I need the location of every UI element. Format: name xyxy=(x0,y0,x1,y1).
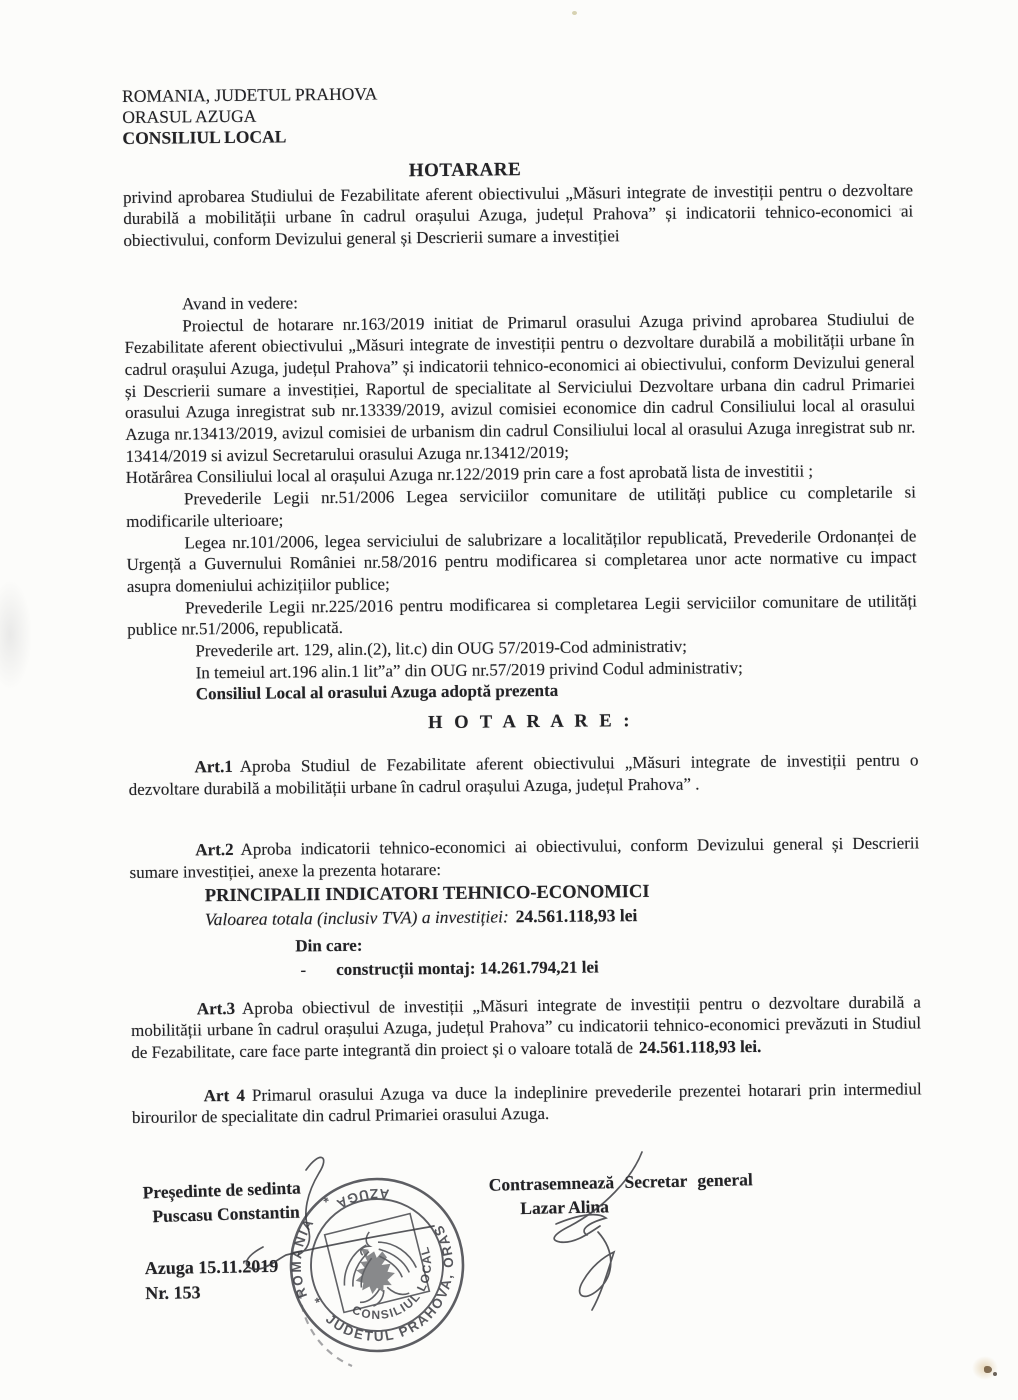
president-title: Președinte de sedinta xyxy=(142,1177,302,1203)
countersign-signature-flourish xyxy=(580,1232,614,1310)
preamble-paragraph-4: Legea nr.101/2006, legea serviciului de salubrizare a localităților republicată, Prevederile Ordonanței de Urgență a Guvernului României nr.58/2016 pentru modificarea si completarea unor acte normative cu impact asupra domeniului achizițiilor publice; xyxy=(126,525,917,596)
article-2 xyxy=(129,833,919,884)
president-name: Puscasu Constantin xyxy=(152,1201,300,1227)
preamble-intro: Avand in vedere: xyxy=(182,293,298,314)
stamp-star-bottom-left: * xyxy=(307,1295,325,1310)
total-value-label: Valoarea totala (inclusiv TVA) a investiției: xyxy=(204,906,509,930)
issuer-country-county: ROMANIA, JUDETUL PRAHOVA xyxy=(122,83,378,106)
preamble-paragraph-6: Prevederile art. 129, alin.(2), lit.c) din OUG 57/2019-Cod administrativ; xyxy=(195,636,687,661)
stamp-text-consiliul-local: CONSILIUL LOCAL xyxy=(350,1244,435,1323)
issuer-header xyxy=(122,78,913,149)
constructii-montaj-amount: construcții montaj: 14.261.794,21 lei xyxy=(336,957,599,979)
countersign-name: Lazar Alina xyxy=(520,1196,610,1219)
preamble-adoption-clause: Consiliul Local al orasului Azuga adoptă prezenta xyxy=(195,681,559,704)
indicators-heading: PRINCIPALII INDICATORI TEHNICO-ECONOMICI xyxy=(204,881,650,906)
preamble-paragraph-1: Proiectul de hotarare nr.163/2019 initiat de Primarul orasului Azuga privind aprobarea Studiului de Fezabilitate aferent obiectivului „Măsuri integrate de investiții pentru o dezvoltare durabilă a mobilității urbane în cadrul orașului Azuga, județul Prahova” și indicatorii tehnico-economici ai obiectivului, conform Devizului general și Descrierii sumare a investiției, Raportul de specialitate al Serviciului Dezvoltare urbana din cadrul Primariei orasului Azuga inregistrat sub nr.13339/2019, avizul comisiei economice din cadrul Consiliului local al orasului Azuga nr.13413/2019, avizul comisiei de urbanism din cadrul Consiliului local al orasului Azuga inregistrat sub nr. 13414/2019 si avizul Secretarului orasului Azuga nr.13412/2019; xyxy=(124,308,916,466)
bullet-dash: - xyxy=(300,960,307,980)
stamp-star-top-left: * xyxy=(320,1192,336,1210)
article-1 xyxy=(128,749,918,800)
decision-number: Nr. 153 xyxy=(145,1282,201,1304)
corner-stain-dot xyxy=(993,1372,997,1376)
total-value-line xyxy=(205,903,920,932)
article-4-text: Primarul orasului Azuga va duce la indeplinire prevederile prezentei hotarari prin intermediul birourilor de specialitate din cadrul Primariei orasului Azuga. xyxy=(131,1078,922,1128)
document-title: HOTARARE xyxy=(408,159,522,182)
article-3-amount: 24.561.118,93 lei. xyxy=(638,1036,762,1057)
official-stamp xyxy=(262,1152,492,1382)
scan-smudge xyxy=(0,580,32,690)
place-date: Azuga 15.11.2019 xyxy=(144,1255,279,1279)
article-4-label: Art 4 xyxy=(203,1085,246,1105)
document-body xyxy=(122,78,922,1129)
article-3 xyxy=(131,991,922,1064)
stamp-text-azuga: AZUGA xyxy=(332,1185,390,1213)
stamp-text-judetul-prahova-oras: JUDETUL PRAHOVA, ORAS xyxy=(323,1221,457,1345)
article-1-text: Aproba Studiul de Fezabilitate aferent obiectivului „Măsuri integrate de investiții pentru o dezvoltare durabilă a mobilității urbane în cadrul orașului Azuga, județul Prahova” . xyxy=(128,750,919,799)
preamble-paragraph-2: Hotărârea Consiliului local al orașului Azuga nr.122/2019 prin care a fost aprobată lista de investitii ; xyxy=(125,461,814,488)
corner-stain-core xyxy=(984,1366,992,1373)
article-4 xyxy=(132,1078,922,1129)
article-3-text: Aproba obiectivul de investiții „Măsuri integrate de investiții pentru o dezvoltare durabilă a mobilității urbane în cadrul orașului Azuga, județul Prahova” cu indicatorii tehnico-economici prevăzuti in Studiul de Fezabilitate, care face parte integrantă din proiect și o valoare totală de xyxy=(130,991,922,1062)
countersign-title: Contrasemnează Secretar general xyxy=(488,1169,753,1195)
preamble-paragraph-3: Prevederile Legii nr.51/2006 Legea serviciilor comunitare de utilități publice cu completarile si modificarile ulterioare; xyxy=(126,482,917,531)
issuer-council: CONSILIUL LOCAL xyxy=(122,126,287,148)
din-care-label: Din care: xyxy=(295,935,363,956)
constructii-montaj-line xyxy=(300,953,920,981)
scan-speck xyxy=(572,11,577,15)
preamble-paragraph-7: In temeiul art.196 alin.1 lit”a” din OUG nr.57/2019 privind Codul administrativ; xyxy=(195,657,743,683)
article-1-label: Art.1 xyxy=(194,756,233,777)
issuer-city: ORASUL AZUGA xyxy=(122,105,257,127)
article-2-text: Aproba indicatorii tehnico-economici ai obiectivului, conform Devizului general și Descrierii sumare investiției, anexe la prezenta hotarare: xyxy=(129,833,920,882)
article-2-label: Art.2 xyxy=(195,840,234,860)
article-3-label: Art.3 xyxy=(196,998,236,1018)
countersign-block xyxy=(489,1167,754,1221)
total-value-amount: 24.561.118,93 lei xyxy=(515,905,638,927)
stamp-text-romania: ROMANIA xyxy=(288,1214,318,1301)
preamble-section xyxy=(124,286,918,706)
decision-title: H O T A R A R E : xyxy=(428,711,634,734)
preamble-paragraph-5: Prevederile Legii nr.225/2016 pentru modificarea si completarea Legii serviciilor comunitare de utilități publice nr.51/2006, republicată. xyxy=(127,591,918,640)
scan-speck xyxy=(899,208,902,211)
document-subtitle: privind aprobarea Studiului de Fezabilitate aferent obiectivului „Măsuri integrate de investiții pentru o dezvoltare durabilă a mobilității urbane în cadrul orașului Azuga, județul Prahova” și indicatorii tehnico-economici ai obiectivului, conform Devizului general și Descrierii sumare a investiției xyxy=(122,180,914,251)
date-number-block xyxy=(145,1254,279,1306)
